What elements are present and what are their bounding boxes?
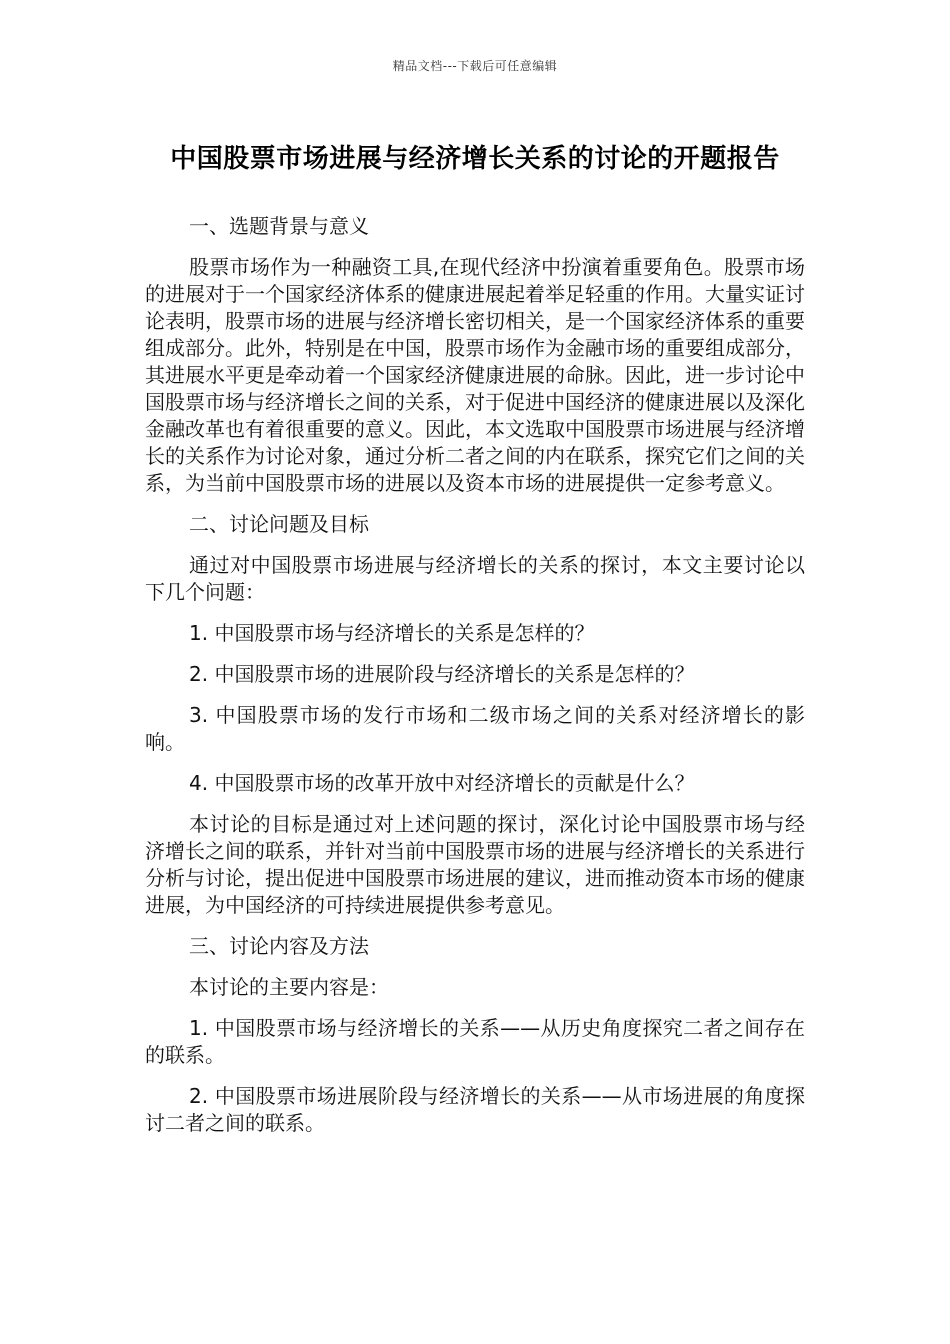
- section-heading-content-methods: 三、讨论内容及方法: [189, 934, 369, 958]
- section-heading-background: 一、选题背景与意义: [189, 214, 369, 238]
- content-item-1: 1. 中国股票市场与经济增长的关系——从历史角度探究二者之间存在的联系。: [145, 1016, 805, 1067]
- content-item-2: 2. 中国股票市场进展阶段与经济增长的关系——从市场进展的角度探讨二者之间的联系。: [145, 1084, 805, 1135]
- question-item-4: 4. 中国股票市场的改革开放中对经济增长的贡献是什么？: [189, 771, 695, 795]
- document-body: [145, 213, 805, 1151]
- paragraph-questions-intro: 通过对中国股票市场进展与经济增长的关系的探讨，本文主要讨论以下几个问题：: [145, 553, 805, 604]
- document-title: 中国股票市场进展与经济增长关系的讨论的开题报告: [170, 144, 780, 174]
- question-item-1: 1. 中国股票市场与经济增长的关系是怎样的？: [189, 621, 595, 645]
- paragraph-content-intro: 本讨论的主要内容是：: [189, 975, 389, 999]
- paragraph-background: 股票市场作为一种融资工具,在现代经济中扮演着重要角色。股票市场的进展对于一个国家经济体系的健康进展起着举足轻重的作用。大量实证讨论表明，股票市场的进展与经济增长密切相关，是一个国家经济体系的重要组成部分。此外，特别是在中国，股票市场作为金融市场的重要组成部分，其进展水平更是牵动着一个国家经济健康进展的命脉。因此，进一步讨论中国股票市场与经济增长之间的关系，对于促进中国经济的健康进展以及深化金融改革也有着很重要的意义。因此，本文选取中国股票市场进展与经济增长的关系作为讨论对象，通过分析二者之间的内在联系，探究它们之间的关系，为当前中国股票市场的进展以及资本市场的进展提供一定参考意义。: [145, 255, 805, 495]
- paragraph-goals: 本讨论的目标是通过对上述问题的探讨，深化讨论中国股票市场与经济增长之间的联系，并针对当前中国股票市场的进展与经济增长的关系进行分析与讨论，提出促进中国股票市场进展的建议，进而推动资本市场的健康进展，为中国经济的可持续进展提供参考意见。: [145, 812, 805, 917]
- question-item-3: 3. 中国股票市场的发行市场和二级市场之间的关系对经济增长的影响。: [145, 703, 805, 754]
- question-item-2: 2. 中国股票市场的进展阶段与经济增长的关系是怎样的？: [189, 662, 695, 686]
- section-heading-questions: 二、讨论问题及目标: [189, 512, 369, 536]
- header-note: 精品文档---下载后可任意编辑: [392, 59, 558, 73]
